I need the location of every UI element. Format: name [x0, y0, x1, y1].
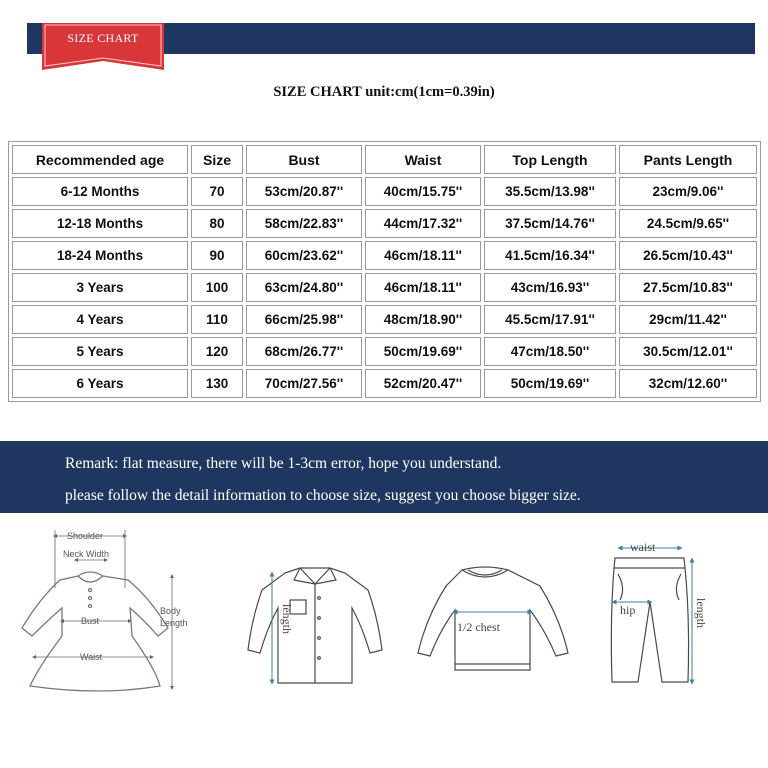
size-chart-badge: [42, 23, 164, 70]
cell-age: 3 Years: [12, 273, 188, 302]
cell-size: 110: [191, 305, 243, 334]
cell-top-length: 37.5cm/14.76'': [484, 209, 616, 238]
cell-size: 70: [191, 177, 243, 206]
cell-age: 6 Years: [12, 369, 188, 398]
cell-top-length: 47cm/18.50'': [484, 337, 616, 366]
cell-age: 5 Years: [12, 337, 188, 366]
header-pants-length: Pants Length: [619, 145, 757, 174]
cell-waist: 46cm/18.11'': [365, 241, 481, 270]
cell-size: 90: [191, 241, 243, 270]
waist-label: Waist: [80, 652, 103, 662]
sweater-sketch: [418, 567, 568, 670]
length-label: Length: [160, 618, 188, 628]
shirt-sketch: [248, 568, 382, 683]
cell-pants-length: 27.5cm/10.83'': [619, 273, 757, 302]
cell-size: 130: [191, 369, 243, 398]
cell-bust: 70cm/27.56'': [246, 369, 362, 398]
shirt-length-label: length: [280, 604, 294, 634]
cell-bust: 60cm/23.62'': [246, 241, 362, 270]
size-chart-badge-label: SIZE CHART: [67, 31, 139, 45]
table-header-row: [12, 145, 757, 174]
pants-sketch: [611, 558, 688, 682]
cell-age: 4 Years: [12, 305, 188, 334]
cell-pants-length: 24.5cm/9.65'': [619, 209, 757, 238]
cell-bust: 63cm/24.80'': [246, 273, 362, 302]
header-age: Recommended age: [12, 145, 188, 174]
neck-width-label: Neck Width: [63, 549, 110, 559]
header-bust: Bust: [246, 145, 362, 174]
table-row: [12, 305, 757, 334]
cell-top-length: 43cm/16.93'': [484, 273, 616, 302]
cell-waist: 46cm/18.11'': [365, 273, 481, 302]
pants-waist-label: waist: [630, 540, 656, 554]
cell-waist: 52cm/20.47'': [365, 369, 481, 398]
cell-waist: 44cm/17.32'': [365, 209, 481, 238]
bust-label: Bust: [81, 616, 100, 626]
cell-size: 100: [191, 273, 243, 302]
remark-line-2: please follow the detail information to choose size, suggest you choose bigger size.: [65, 487, 581, 504]
cell-top-length: 50cm/19.69'': [484, 369, 616, 398]
cell-age: 6-12 Months: [12, 177, 188, 206]
cell-age: 18-24 Months: [12, 241, 188, 270]
cell-bust: 53cm/20.87'': [246, 177, 362, 206]
table-row: [12, 369, 757, 398]
table-row: [12, 177, 757, 206]
shoulder-label: Shoulder: [67, 531, 104, 541]
body-label: Body: [160, 606, 181, 616]
cell-bust: 66cm/25.98'': [246, 305, 362, 334]
header-top-length: Top Length: [484, 145, 616, 174]
cell-pants-length: 26.5cm/10.43'': [619, 241, 757, 270]
table-row: [12, 209, 757, 238]
cell-waist: 50cm/19.69'': [365, 337, 481, 366]
table-row: [12, 337, 757, 366]
table-row: [12, 241, 757, 270]
table-row: [12, 273, 757, 302]
cell-top-length: 35.5cm/13.98'': [484, 177, 616, 206]
cell-size: 80: [191, 209, 243, 238]
pants-length-label: length: [694, 598, 708, 628]
cell-waist: 40cm/15.75'': [365, 177, 481, 206]
cell-bust: 68cm/26.77'': [246, 337, 362, 366]
header-waist: Waist: [365, 145, 481, 174]
cell-pants-length: 23cm/9.06'': [619, 177, 757, 206]
cell-pants-length: 30.5cm/12.01'': [619, 337, 757, 366]
cell-bust: 58cm/22.83'': [246, 209, 362, 238]
size-table: [8, 141, 761, 402]
cell-pants-length: 32cm/12.60'': [619, 369, 757, 398]
pants-hip-label: hip: [620, 603, 636, 617]
cell-size: 120: [191, 337, 243, 366]
remark-line-1: Remark: flat measure, there will be 1-3cm error, hope you understand.: [65, 455, 502, 472]
cell-top-length: 45.5cm/17.91'': [484, 305, 616, 334]
dress-sketch: [22, 572, 168, 691]
measurement-diagram: [0, 518, 768, 718]
page-title: SIZE CHART unit:cm(1cm=0.39in): [273, 84, 495, 100]
header-size: Size: [191, 145, 243, 174]
cell-pants-length: 29cm/11.42'': [619, 305, 757, 334]
cell-top-length: 41.5cm/16.34'': [484, 241, 616, 270]
cell-waist: 48cm/18.90'': [365, 305, 481, 334]
sweater-chest-label: 1/2 chest: [457, 620, 500, 634]
cell-age: 12-18 Months: [12, 209, 188, 238]
